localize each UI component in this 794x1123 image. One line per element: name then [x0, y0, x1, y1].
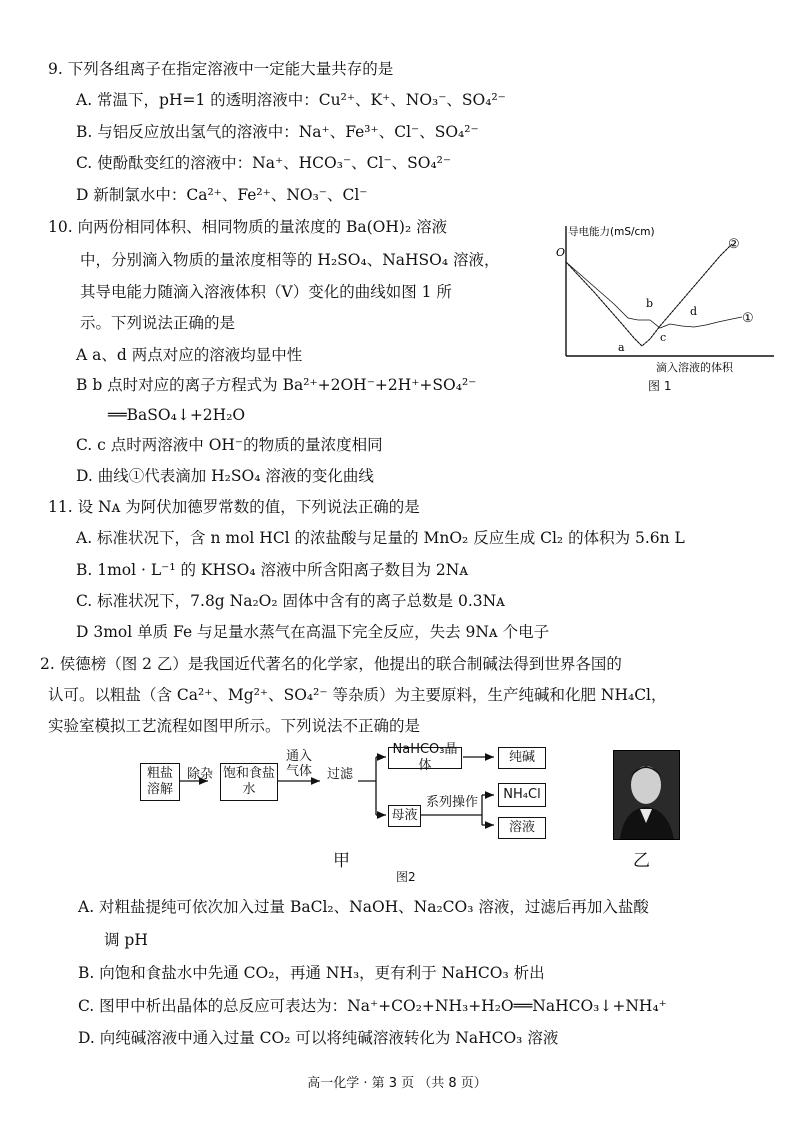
curve-2-line: [566, 244, 732, 346]
process-flowchart: [140, 742, 560, 845]
q10-option-c: C. c 点时两溶液中 OH⁻的物质的量浓度相同: [76, 436, 383, 454]
q10-stem-line4: 示。下列说法正确的是: [80, 314, 236, 332]
q12-stem-line3: 实验室模拟工艺流程如图甲所示。下列说法不正确的是: [48, 717, 421, 735]
curve-1-line: [566, 262, 742, 328]
portrait-image: [614, 751, 679, 839]
label-series-operations: 系列操作: [425, 795, 478, 810]
label-remove-impurities: 除杂: [186, 767, 213, 782]
curve-1-label: ①: [742, 311, 754, 326]
box-nh4cl: NH₄Cl: [498, 783, 546, 807]
point-d-label: d: [690, 305, 698, 318]
curve-2: [566, 244, 732, 346]
q12-stem-line1: 2. 侯德榜（图 2 乙）是我国近代著名的化学家，他提出的联合制碱法得到世界各国的: [40, 655, 622, 673]
q12-option-b: B. 向饱和食盐水中先通 CO₂，再通 NH₃，更有利于 NaHCO₃ 析出: [78, 964, 545, 982]
q10-option-a: A a、d 两点对应的溶液均显中性: [76, 346, 303, 364]
q12-option-d: D. 向纯碱溶液中通入过量 CO₂ 可以将纯碱溶液转化为 NaHCO₃ 溶液: [78, 1029, 559, 1047]
q10-stem-line1: 10. 向两份相同体积、相同物质的量浓度的 Ba(OH)₂ 溶液: [48, 218, 448, 236]
flowchart-arrows: [140, 745, 560, 845]
q12-option-c: C. 图甲中析出晶体的总反应可表达为：Na⁺+CO₂+NH₃+H₂O══NaHCO₃↓+NH₄⁺: [78, 997, 667, 1015]
q9-option-a: A. 常温下，pH=1 的透明溶液中：Cu²⁺、K⁺、NO₃⁻、SO₄²⁻: [76, 91, 506, 109]
q11-option-c: C. 标准状况下，7.8g Na₂O₂ 固体中含有的离子总数是 0.3Nᴀ: [76, 592, 505, 610]
q9-option-d: D 新制氯水中：Ca²⁺、Fe²⁺、NO₃⁻、Cl⁻: [76, 186, 368, 204]
point-a-label: a: [618, 341, 625, 354]
q11-option-a: A. 标准状况下，含 n mol HCl 的浓盐酸与足量的 MnO₂ 反应生成 Cl₂ 的体积为 5.6n L: [76, 529, 685, 547]
page-footer: 高一化学 · 第 3 页 （共 8 页）: [307, 1076, 487, 1091]
point-c-label: c: [660, 331, 667, 344]
origin-label: O: [556, 246, 566, 259]
label-pass-gas: 通入气体: [285, 749, 312, 779]
curve-2-label: ②: [728, 237, 740, 252]
figure-2-caption: 图2: [396, 870, 416, 884]
figure-1-caption: 图 1: [648, 379, 672, 393]
label-filter: 过滤: [326, 767, 353, 782]
q9-option-b: B. 与铝反应放出氢气的溶液中：Na⁺、Fe³⁺、Cl⁻、SO₄²⁻: [76, 123, 479, 141]
box-solution: 溶液: [498, 817, 546, 839]
box-saturated-brine: 饱和食盐水: [220, 763, 278, 801]
box-nahco3-crystal: NaHCO₃晶体: [388, 747, 462, 769]
q9-stem: 9. 下列各组离子在指定溶液中一定能大量共存的是: [48, 60, 394, 78]
q9-option-c: C. 使酚酞变红的溶液中：Na⁺、HCO₃⁻、Cl⁻、SO₄²⁻: [76, 154, 452, 172]
y-axis-label: 导电能力(mS/cm): [568, 226, 655, 238]
box-crude-salt-dissolve: 粗盐溶解: [140, 763, 180, 801]
q12-stem-line2: 认可。以粗盐（含 Ca²⁺、Mg²⁺、SO₄²⁻ 等杂质）为主要原料，生产纯碱和化肥 NH₄Cl，: [48, 686, 667, 704]
box-mother-liquor: 母液: [388, 805, 421, 827]
q11-option-b: B. 1mol · L⁻¹ 的 KHSO₄ 溶液中所含阳离子数目为 2Nᴀ: [76, 561, 469, 579]
x-axis-label: 滴入溶液的体积: [656, 361, 733, 374]
figure-yi-label: 乙: [633, 851, 650, 871]
q12-option-a-line2: 调 pH: [104, 931, 148, 949]
q10-option-b-line1: B b 点时对应的离子方程式为 Ba²⁺+2OH⁻+2H⁺+SO₄²⁻: [76, 376, 477, 394]
point-b-label: b: [646, 297, 654, 310]
box-soda-ash: 纯碱: [498, 747, 546, 769]
q11-option-d: D 3mol 单质 Fe 与足量水蒸气在高温下完全反应，失去 9Nᴀ 个电子: [76, 623, 550, 641]
portrait-photo: [613, 750, 680, 840]
q12-option-a-line1: A. 对粗盐提纯可依次加入过量 BaCl₂、NaOH、Na₂CO₃ 溶液，过滤后再加入盐酸: [78, 898, 649, 916]
q10-stem-line3: 其导电能力随滴入溶液体积（V）变化的曲线如图 1 所: [80, 283, 452, 301]
q10-option-d: D. 曲线①代表滴加 H₂SO₄ 溶液的变化曲线: [76, 467, 374, 485]
q11-stem: 11. 设 Nᴀ 为阿伏加德罗常数的值，下列说法正确的是: [48, 498, 420, 516]
figure-1-conductivity-graph: [556, 222, 780, 398]
q10-option-b-line2: ══BaSO₄↓+2H₂O: [108, 406, 246, 424]
q10-stem-line2: 中，分别滴入物质的量浓度相等的 H₂SO₄、NaHSO₄ 溶液，: [80, 251, 500, 269]
figure-jia-label: 甲: [333, 851, 350, 871]
